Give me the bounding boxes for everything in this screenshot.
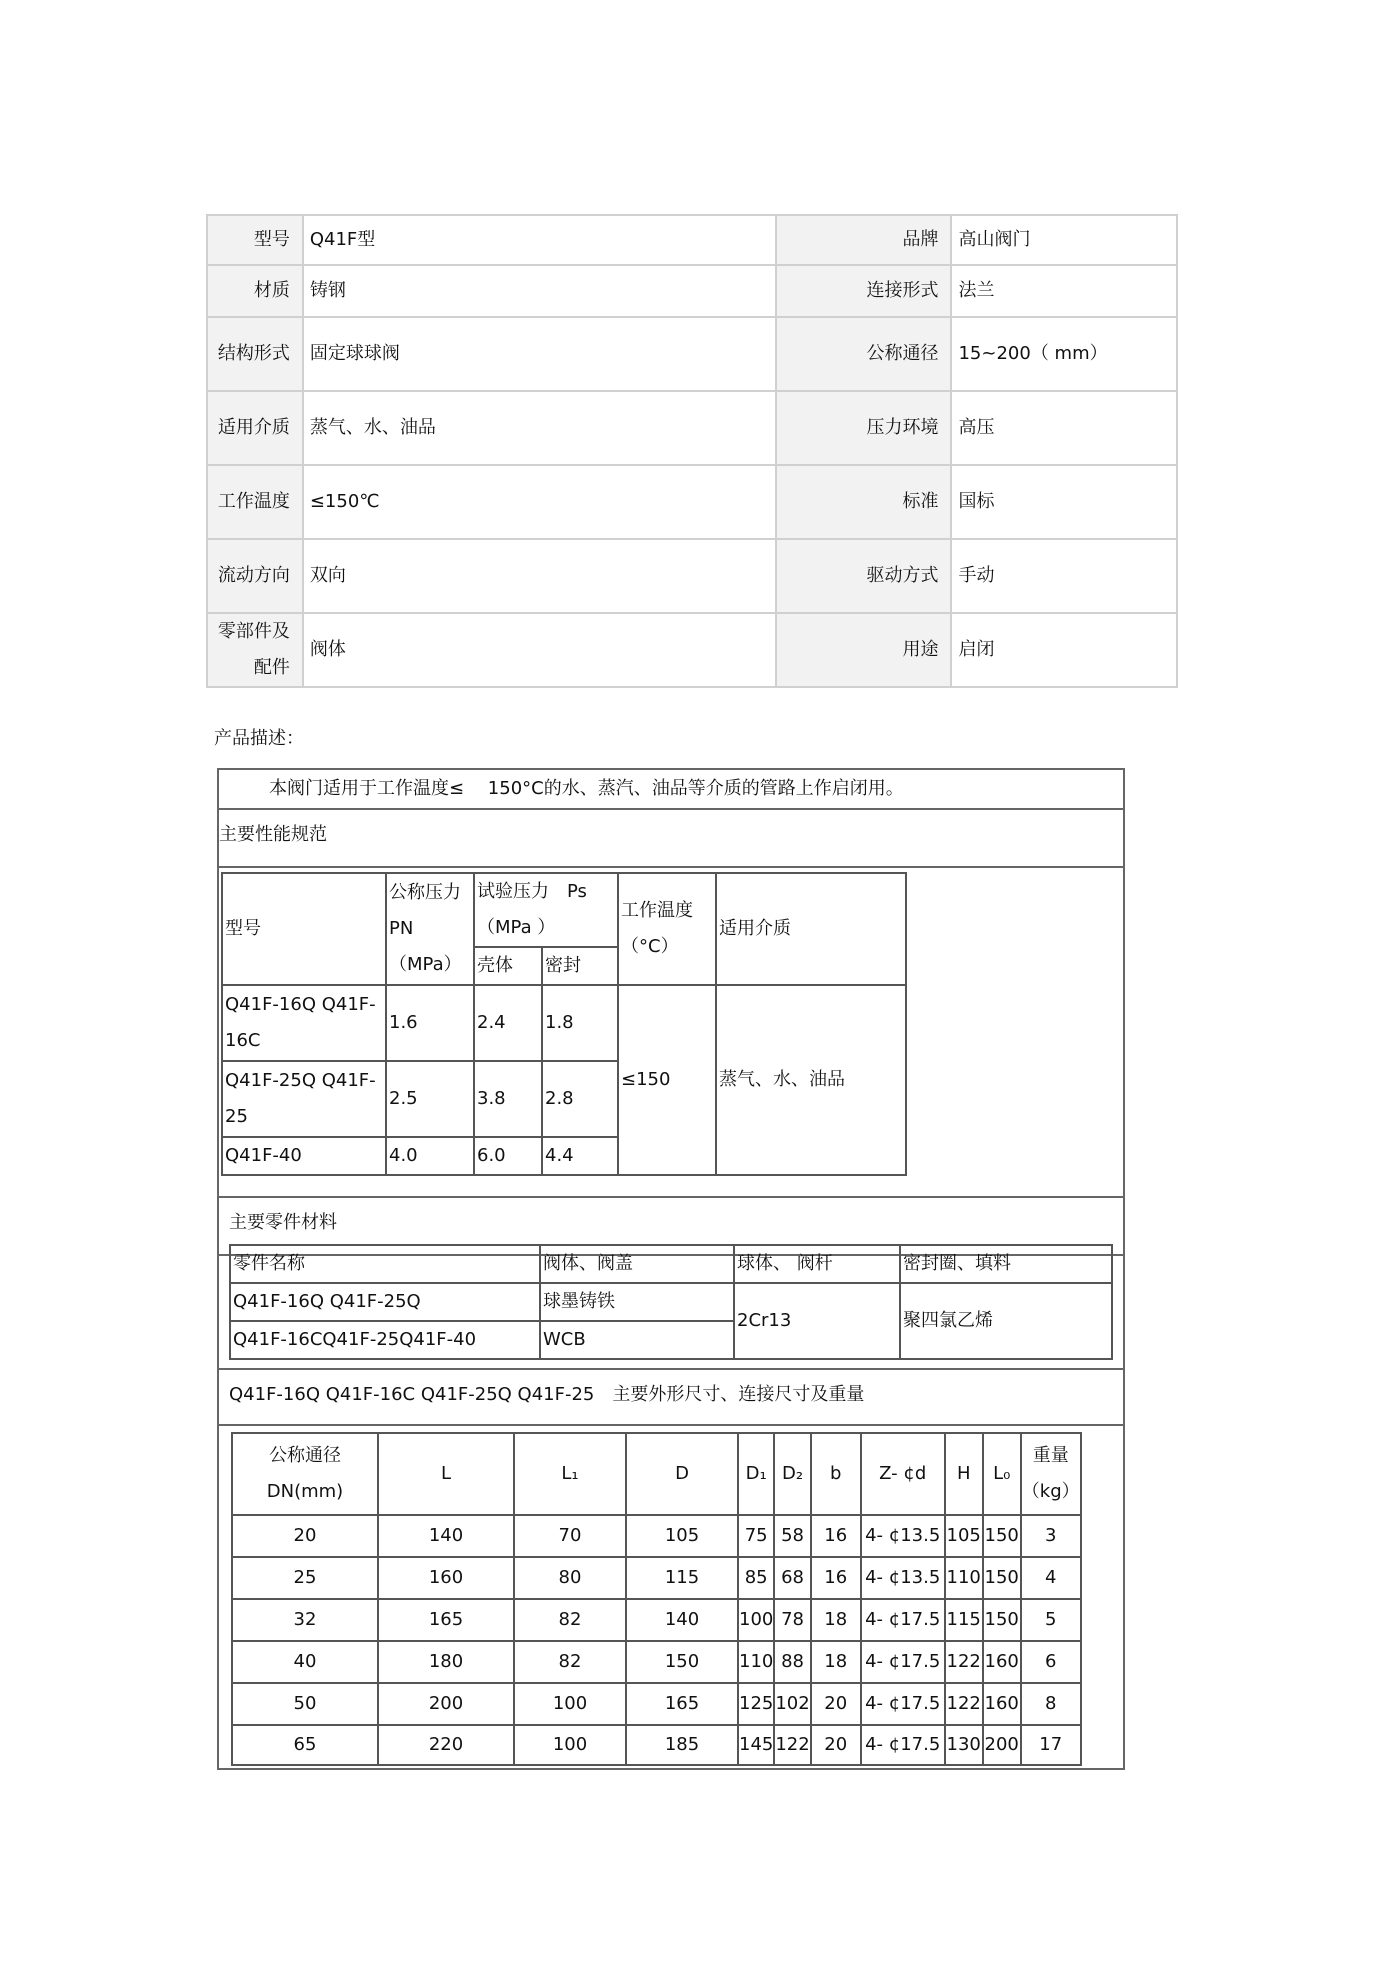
description-frame [217, 768, 1125, 1770]
dims-cell: 4- ¢17.5 [861, 1641, 945, 1683]
dims-cell: 4- ¢13.5 [861, 1515, 945, 1557]
perf-row-shell: 3.8 [474, 1061, 542, 1137]
spec-value: 手动 [952, 540, 1178, 614]
dims-cell: 17 [1021, 1725, 1081, 1765]
dims-cell: 110 [738, 1641, 774, 1683]
dims-cell: 58 [774, 1515, 810, 1557]
dims-cell: 88 [774, 1641, 810, 1683]
dims-cell: 160 [983, 1641, 1021, 1683]
dims-cell: 200 [983, 1725, 1021, 1765]
spec-row [206, 214, 1178, 266]
spec-value: 蒸气、水、油品 [304, 392, 777, 466]
perf-title-band [219, 810, 1123, 868]
spec-row [206, 466, 1178, 540]
dims-cell: 100 [514, 1725, 626, 1765]
perf-medium: 蒸气、水、油品 [716, 985, 906, 1175]
perf-row-pn: 1.6 [386, 985, 474, 1061]
perf-row-shell: 2.4 [474, 985, 542, 1061]
dims-cell: 16 [811, 1515, 861, 1557]
spec-label: 流动方向 [208, 540, 304, 614]
description-title: 产品描述： [214, 728, 304, 749]
dims-cell: 82 [514, 1641, 626, 1683]
dims-cell: 115 [945, 1599, 983, 1641]
perf-row-seal: 4.4 [542, 1137, 618, 1175]
parts-row-name: Q41F-16Q Q41F-25Q [230, 1283, 540, 1321]
parts-seal: 聚四氯乙烯 [900, 1283, 1112, 1359]
dims-cell: 105 [626, 1515, 738, 1557]
dims-header: L [378, 1433, 514, 1515]
perf-header-medium: 适用介质 [716, 873, 906, 985]
dims-cell: 125 [738, 1683, 774, 1725]
spec-label: 用途 [777, 614, 953, 688]
dims-header: b [811, 1433, 861, 1515]
dims-cell: 150 [983, 1599, 1021, 1641]
parts-title: 主要零件材料 [229, 1212, 337, 1233]
spec-label: 连接形式 [777, 266, 953, 318]
perf-header-ps: 试验压力 Ps （MPa ） [474, 873, 618, 947]
spec-label: 品牌 [777, 214, 953, 266]
dims-cell: 145 [738, 1725, 774, 1765]
dims-cell: 5 [1021, 1599, 1081, 1641]
dims-cell: 18 [811, 1641, 861, 1683]
dims-cell: 140 [626, 1599, 738, 1641]
dims-header: D₂ [774, 1433, 810, 1515]
parts-ball: 2Cr13 [734, 1283, 900, 1359]
parts-row-body: WCB [540, 1321, 734, 1359]
perf-row-seal: 2.8 [542, 1061, 618, 1137]
dims-cell: 102 [774, 1683, 810, 1725]
parts-header-ball: 球体、 阀杆 [734, 1245, 900, 1283]
dims-cell: 68 [774, 1557, 810, 1599]
spec-label: 材质 [208, 266, 304, 318]
dims-cell: 105 [945, 1515, 983, 1557]
dims-cell: 4- ¢17.5 [861, 1599, 945, 1641]
perf-header-seal: 密封 [542, 947, 618, 985]
spec-value: 铸钢 [304, 266, 777, 318]
dims-cell: 20 [811, 1683, 861, 1725]
table-row [232, 1641, 1081, 1683]
dims-cell: 180 [378, 1641, 514, 1683]
dims-header: L₁ [514, 1433, 626, 1515]
dims-title: Q41F-16Q Q41F-16C Q41F-25Q Q41F-25 主要外形尺寸、连接尺寸及重量 [229, 1384, 865, 1405]
spec-label: 压力环境 [777, 392, 953, 466]
perf-row-pn: 4.0 [386, 1137, 474, 1175]
dims-cell: 75 [738, 1515, 774, 1557]
spec-value: 国标 [952, 466, 1178, 540]
spec-label: 驱动方式 [777, 540, 953, 614]
spec-value: 高压 [952, 392, 1178, 466]
dims-cell: 40 [232, 1641, 378, 1683]
perf-header-model: 型号 [222, 873, 386, 985]
dims-cell: 110 [945, 1557, 983, 1599]
dims-cell: 8 [1021, 1683, 1081, 1725]
dims-title-band [219, 1370, 1123, 1426]
dims-cell: 165 [626, 1683, 738, 1725]
spec-value: ≤150℃ [304, 466, 777, 540]
perf-row-shell: 6.0 [474, 1137, 542, 1175]
spec-label: 标准 [777, 466, 953, 540]
perf-row-model: Q41F-40 [222, 1137, 386, 1175]
spec-value: 法兰 [952, 266, 1178, 318]
spec-row [206, 614, 1178, 688]
dims-cell: 100 [738, 1599, 774, 1641]
dims-cell: 85 [738, 1557, 774, 1599]
dims-header: 重量 （kg） [1021, 1433, 1081, 1515]
spec-value: 阀体 [304, 614, 777, 688]
dims-cell: 18 [811, 1599, 861, 1641]
dims-header: D [626, 1433, 738, 1515]
dims-cell: 165 [378, 1599, 514, 1641]
table-row [232, 1557, 1081, 1599]
dims-cell: 160 [983, 1683, 1021, 1725]
dims-cell: 185 [626, 1725, 738, 1765]
dims-cell: 4- ¢17.5 [861, 1683, 945, 1725]
table-row [232, 1725, 1081, 1765]
dims-cell: 20 [811, 1725, 861, 1765]
dims-cell: 65 [232, 1725, 378, 1765]
dims-header: Z- ¢d [861, 1433, 945, 1515]
spec-label: 型号 [208, 214, 304, 266]
dims-cell: 6 [1021, 1641, 1081, 1683]
dims-cell: 122 [945, 1683, 983, 1725]
dims-cell: 82 [514, 1599, 626, 1641]
spec-grid [206, 214, 1178, 688]
dims-header: H [945, 1433, 983, 1515]
dims-cell: 4- ¢13.5 [861, 1557, 945, 1599]
parts-header-seal: 密封圈、填料 [900, 1245, 1112, 1283]
dims-cell: 80 [514, 1557, 626, 1599]
dims-cell: 140 [378, 1515, 514, 1557]
dims-cell: 122 [945, 1641, 983, 1683]
intro-text: 本阀门适用于工作温度≤ 150°C的水、蒸汽、油品等介质的管路上作启闭用。 [269, 778, 904, 799]
dims-cell: 32 [232, 1599, 378, 1641]
perf-row-pn: 2.5 [386, 1061, 474, 1137]
dims-cell: 220 [378, 1725, 514, 1765]
dims-cell: 4- ¢17.5 [861, 1725, 945, 1765]
dims-cell: 78 [774, 1599, 810, 1641]
dims-cell: 150 [983, 1515, 1021, 1557]
dims-cell: 122 [774, 1725, 810, 1765]
dims-cell: 16 [811, 1557, 861, 1599]
parts-header-name: 零件名称 [230, 1245, 540, 1283]
dims-cell: 150 [983, 1557, 1021, 1599]
spec-value: 固定球球阀 [304, 318, 777, 392]
perf-title: 主要性能规范 [219, 824, 327, 845]
parts-row-body: 球墨铸铁 [540, 1283, 734, 1321]
perf-row-model: Q41F-16Q Q41F-16C [222, 985, 386, 1061]
dims-cell: 100 [514, 1683, 626, 1725]
spec-label: 公称通径 [777, 318, 953, 392]
table-row [232, 1683, 1081, 1725]
dims-cell: 200 [378, 1683, 514, 1725]
table-row [232, 1599, 1081, 1641]
dims-cell: 70 [514, 1515, 626, 1557]
dims-header: D₁ [738, 1433, 774, 1515]
spec-value: 启闭 [952, 614, 1178, 688]
dims-cell: 25 [232, 1557, 378, 1599]
parts-header-body: 阀体、阀盖 [540, 1245, 734, 1283]
dims-cell: 150 [626, 1641, 738, 1683]
dims-cell: 4 [1021, 1557, 1081, 1599]
dims-header: L₀ [983, 1433, 1021, 1515]
spec-label: 零部件及配件 [208, 614, 304, 688]
spec-label: 适用介质 [208, 392, 304, 466]
spec-value: Q41F型 [304, 214, 777, 266]
spec-label: 结构形式 [208, 318, 304, 392]
spec-row [206, 266, 1178, 318]
perf-header-shell: 壳体 [474, 947, 542, 985]
perf-header-pn: 公称压力 PN （MPa） [386, 873, 474, 985]
spec-value: 高山阀门 [952, 214, 1178, 266]
perf-header-temp: 工作温度（°C） [618, 873, 716, 985]
table-row [232, 1515, 1081, 1557]
spec-row [206, 392, 1178, 466]
parts-row-name: Q41F-16CQ41F-25Q41F-40 [230, 1321, 540, 1359]
perf-row-model: Q41F-25Q Q41F-25 [222, 1061, 386, 1137]
spec-label: 工作温度 [208, 466, 304, 540]
dims-cell: 50 [232, 1683, 378, 1725]
spec-row [206, 318, 1178, 392]
intro-band [219, 770, 1123, 810]
perf-band [219, 868, 1123, 1198]
spec-value: 15~200（ mm） [952, 318, 1178, 392]
dims-cell: 130 [945, 1725, 983, 1765]
dims-header: 公称通径 DN(mm) [232, 1433, 378, 1515]
dims-table [231, 1432, 1082, 1766]
perf-temp: ≤150 [618, 985, 716, 1175]
dims-cell: 160 [378, 1557, 514, 1599]
dims-cell: 20 [232, 1515, 378, 1557]
perf-row-seal: 1.8 [542, 985, 618, 1061]
dims-cell: 3 [1021, 1515, 1081, 1557]
spec-row [206, 540, 1178, 614]
parts-band [219, 1256, 1123, 1370]
dims-cell: 115 [626, 1557, 738, 1599]
spec-value: 双向 [304, 540, 777, 614]
